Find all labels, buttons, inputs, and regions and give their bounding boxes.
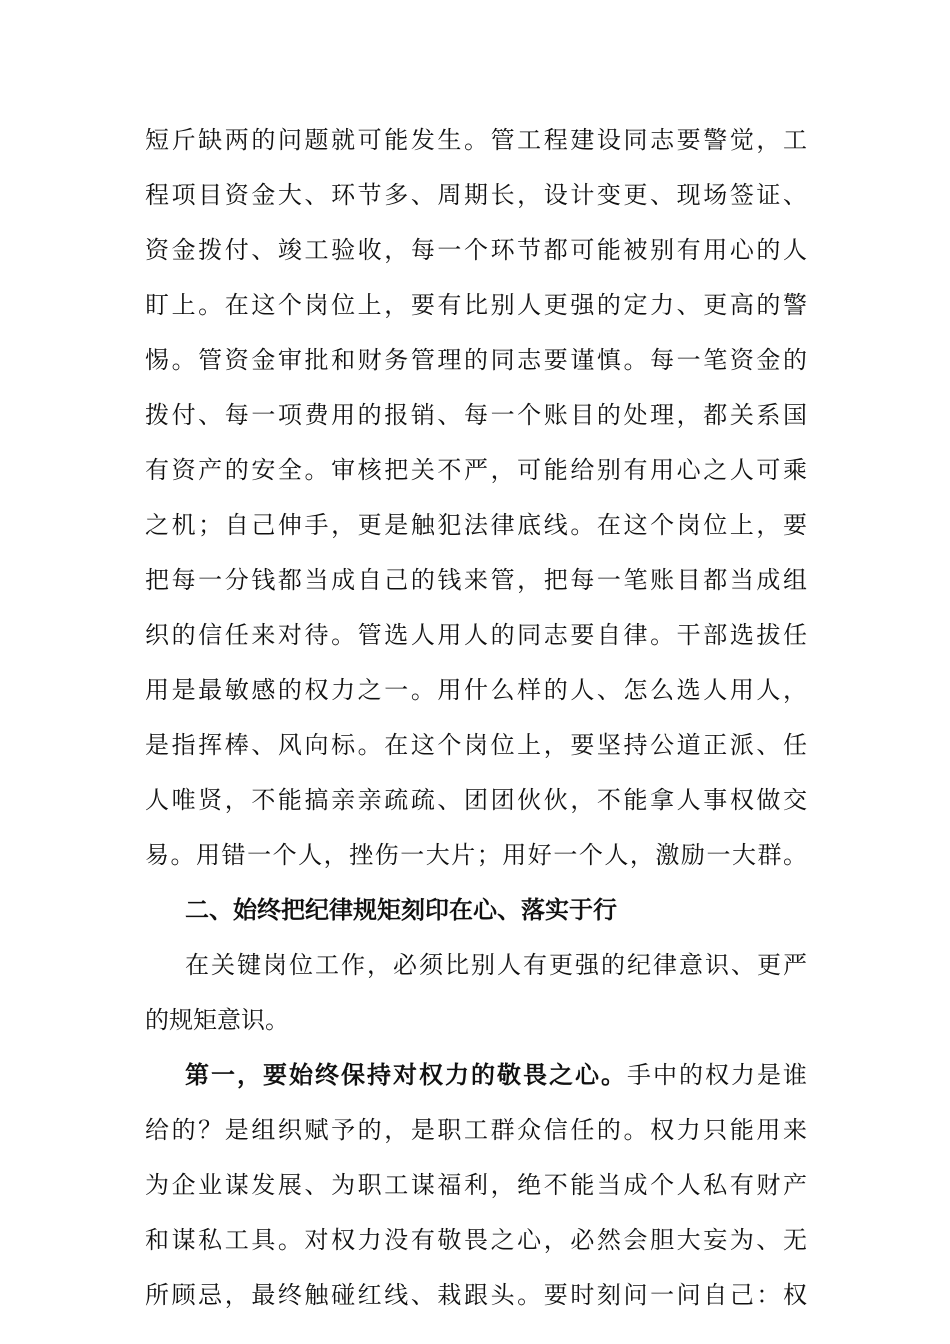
text-line: 拨付、每一项费用的报销、每一个账目的处理，都关系国 bbox=[145, 401, 807, 429]
text-line: 资金拨付、竣工验收，每一个环节都可能被别有用心的人 bbox=[145, 236, 807, 264]
text-line: 人唯贤，不能搞亲亲疏疏、团团伙伙，不能拿人事权做交 bbox=[145, 786, 807, 814]
text-line: 短斤缺两的问题就可能发生。管工程建设同志要警觉，工 bbox=[145, 126, 807, 154]
text-line: 易。用错一个人，挫伤一大片；用好一个人，激励一大群。 bbox=[145, 841, 807, 869]
lead-line-rest: 手中的权力是谁 bbox=[627, 1061, 807, 1089]
text-line: 的规矩意识。 bbox=[145, 1006, 289, 1034]
section-heading: 二、始终把纪律规矩刻印在心、落实于行 bbox=[185, 896, 617, 924]
text-line: 为企业谋发展、为职工谋福利，绝不能当成个人私有财产 bbox=[145, 1171, 807, 1199]
text-line bbox=[185, 1055, 807, 1095]
text-line: 有资产的安全。审核把关不严，可能给别有用心之人可乘 bbox=[145, 456, 807, 484]
bold-lead-text: 第一，要始终保持对权力的敬畏之心。 bbox=[185, 1061, 627, 1089]
text-line: 和谋私工具。对权力没有敬畏之心，必然会胆大妄为、无 bbox=[145, 1226, 807, 1254]
text-line: 所顾忌，最终触碰红线、栽跟头。要时刻问一问自己：权 bbox=[145, 1281, 807, 1309]
text-line: 之机；自己伸手，更是触犯法律底线。在这个岗位上，要 bbox=[145, 511, 807, 539]
text-line: 给的？是组织赋予的，是职工群众信任的。权力只能用来 bbox=[145, 1116, 807, 1144]
text-line: 把每一分钱都当成自己的钱来管，把每一笔账目都当成组 bbox=[145, 566, 807, 594]
text-line: 在关键岗位工作，必须比别人有更强的纪律意识、更严 bbox=[185, 951, 807, 979]
text-line: 程项目资金大、环节多、周期长，设计变更、现场签证、 bbox=[145, 181, 807, 209]
text-line: 用是最敏感的权力之一。用什么样的人、怎么选人用人， bbox=[145, 676, 807, 704]
text-line: 是指挥棒、风向标。在这个岗位上，要坚持公道正派、任 bbox=[145, 731, 807, 759]
text-line: 惕。管资金审批和财务管理的同志要谨慎。每一笔资金的 bbox=[145, 346, 807, 374]
text-line: 织的信任来对待。管选人用人的同志要自律。干部选拔任 bbox=[145, 621, 807, 649]
text-line: 盯上。在这个岗位上，要有比别人更强的定力、更高的警 bbox=[145, 291, 807, 319]
